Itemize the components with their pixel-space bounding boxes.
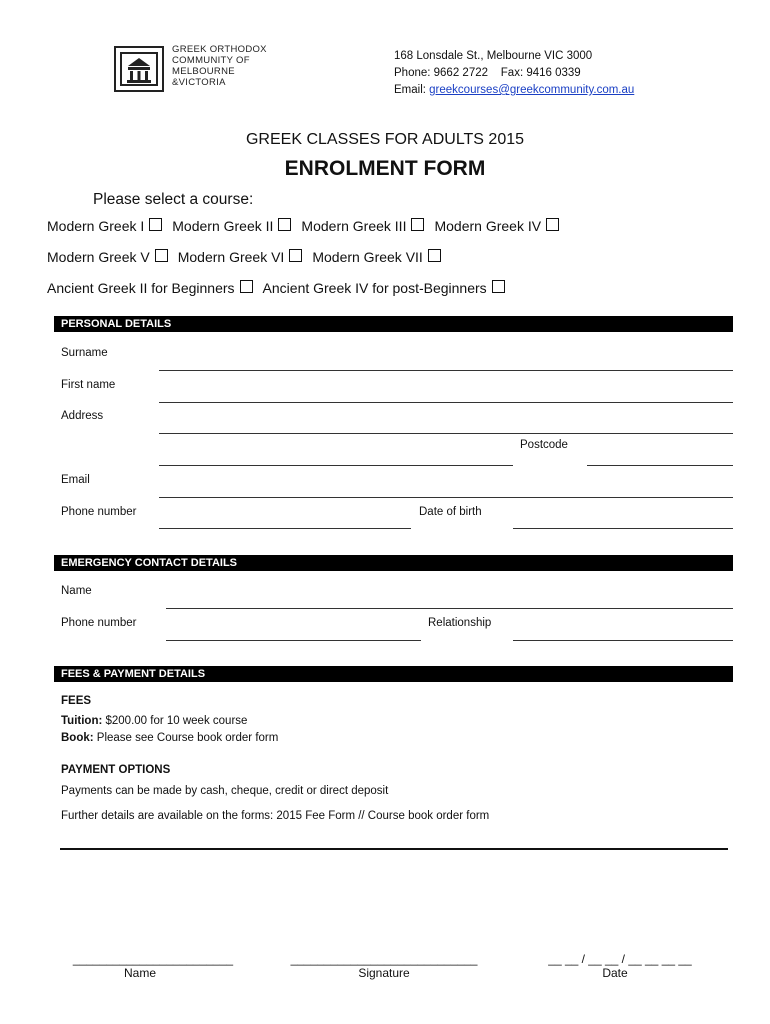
org-line: GREEK ORTHODOX: [172, 44, 267, 55]
checkbox[interactable]: [428, 249, 441, 262]
course-option[interactable]: [178, 249, 303, 265]
first-name-label: First name: [61, 379, 116, 391]
course-label: Modern Greek IV: [434, 218, 542, 234]
surname-field[interactable]: [159, 370, 733, 371]
further-details-text: Further details are available on the forms: 2015 Fee Form // Course book order form: [61, 810, 490, 822]
checkbox[interactable]: [149, 218, 162, 231]
postcode-field[interactable]: [587, 465, 733, 466]
emergency-phone-label: Phone number: [61, 617, 137, 629]
book-label: Book:: [61, 732, 94, 744]
course-label: Modern Greek V: [47, 249, 150, 265]
address-line-2-field[interactable]: [159, 465, 513, 466]
surname-label: Surname: [61, 347, 108, 359]
first-name-field[interactable]: [159, 402, 733, 403]
name-signature-line[interactable]: ________________________: [72, 952, 234, 966]
relationship-label: Relationship: [428, 617, 492, 629]
course-option[interactable]: [47, 218, 162, 234]
course-option[interactable]: [172, 218, 291, 234]
address-field[interactable]: [159, 433, 733, 434]
name-caption: Name: [123, 966, 156, 980]
course-label: Modern Greek II: [172, 218, 274, 234]
phone-field[interactable]: [159, 528, 411, 529]
email-field[interactable]: [159, 497, 733, 498]
phone-fax: Phone: 9662 2722 Fax: 9416 0339: [394, 67, 581, 79]
course-label: Modern Greek VII: [312, 249, 423, 265]
date-line[interactable]: __ __ / __ __ / __ __ __ __: [548, 952, 692, 966]
emergency-name-label: Name: [61, 585, 92, 597]
checkbox[interactable]: [289, 249, 302, 262]
dob-field[interactable]: [513, 528, 733, 529]
book-line: [61, 730, 278, 747]
checkbox[interactable]: [278, 218, 291, 231]
tuition-text: $200.00 for 10 week course: [102, 715, 248, 727]
tuition-label: Tuition:: [61, 715, 103, 727]
emergency-phone-field[interactable]: [166, 640, 421, 641]
emergency-name-field[interactable]: [166, 608, 733, 609]
course-option[interactable]: [434, 218, 559, 234]
course-option[interactable]: [47, 280, 253, 296]
course-option[interactable]: [312, 249, 441, 265]
course-label: Modern Greek VI: [177, 249, 285, 265]
org-line: &VICTORIA: [172, 77, 226, 88]
course-row-2: [47, 249, 451, 265]
checkbox[interactable]: [546, 218, 559, 231]
personal-details-heading: PERSONAL DETAILS: [54, 316, 733, 332]
course-row-1: [47, 218, 569, 234]
payment-options-title: PAYMENT OPTIONS: [61, 764, 171, 776]
fees-title: FEES: [61, 695, 92, 707]
checkbox[interactable]: [240, 280, 253, 293]
course-option[interactable]: [301, 218, 424, 234]
course-label: Ancient Greek II for Beginners: [47, 280, 235, 296]
email-line: [394, 82, 634, 99]
section-divider: [60, 848, 728, 850]
fees-payment-heading: FEES & PAYMENT DETAILS: [54, 666, 733, 682]
date-caption: Date: [602, 966, 628, 980]
payment-text: Payments can be made by cash, cheque, credit or direct deposit: [61, 785, 389, 797]
checkbox[interactable]: [155, 249, 168, 262]
email-label: Email:: [394, 84, 430, 96]
street-address: 168 Lonsdale St., Melbourne VIC 3000: [394, 50, 593, 62]
relationship-field[interactable]: [513, 640, 733, 641]
form-subtitle: GREEK CLASSES FOR ADULTS 2015: [245, 131, 525, 148]
dob-label: Date of birth: [419, 506, 482, 518]
course-row-3: [47, 280, 515, 296]
email-label: Email: [61, 474, 90, 486]
checkbox[interactable]: [411, 218, 424, 231]
tuition-line: [61, 713, 247, 730]
course-label: Modern Greek III: [301, 218, 407, 234]
form-title: ENROLMENT FORM: [284, 157, 486, 180]
emergency-contact-heading: EMERGENCY CONTACT DETAILS: [54, 555, 733, 571]
signature-line[interactable]: ____________________________: [290, 952, 478, 966]
signature-caption: Signature: [358, 966, 410, 980]
course-label: Ancient Greek IV for post-Beginners: [262, 280, 487, 296]
building-columns-icon: [114, 46, 164, 92]
org-name: [172, 44, 267, 88]
course-option[interactable]: [47, 249, 168, 265]
address-label: Address: [61, 410, 104, 422]
org-line: COMMUNITY OF: [172, 55, 250, 66]
phone-label: Phone number: [61, 506, 137, 518]
book-text: Please see Course book order form: [93, 732, 279, 744]
contact-block: [394, 48, 634, 99]
checkbox[interactable]: [492, 280, 505, 293]
course-prompt: Please select a course:: [93, 191, 254, 208]
org-line: MELBOURNE: [172, 66, 235, 77]
postcode-label: Postcode: [520, 439, 568, 451]
course-option[interactable]: [263, 280, 505, 296]
logo: [114, 46, 164, 92]
email-link[interactable]: greekcourses@greekcommunity.com.au: [429, 84, 635, 96]
course-label: Modern Greek I: [47, 218, 145, 234]
